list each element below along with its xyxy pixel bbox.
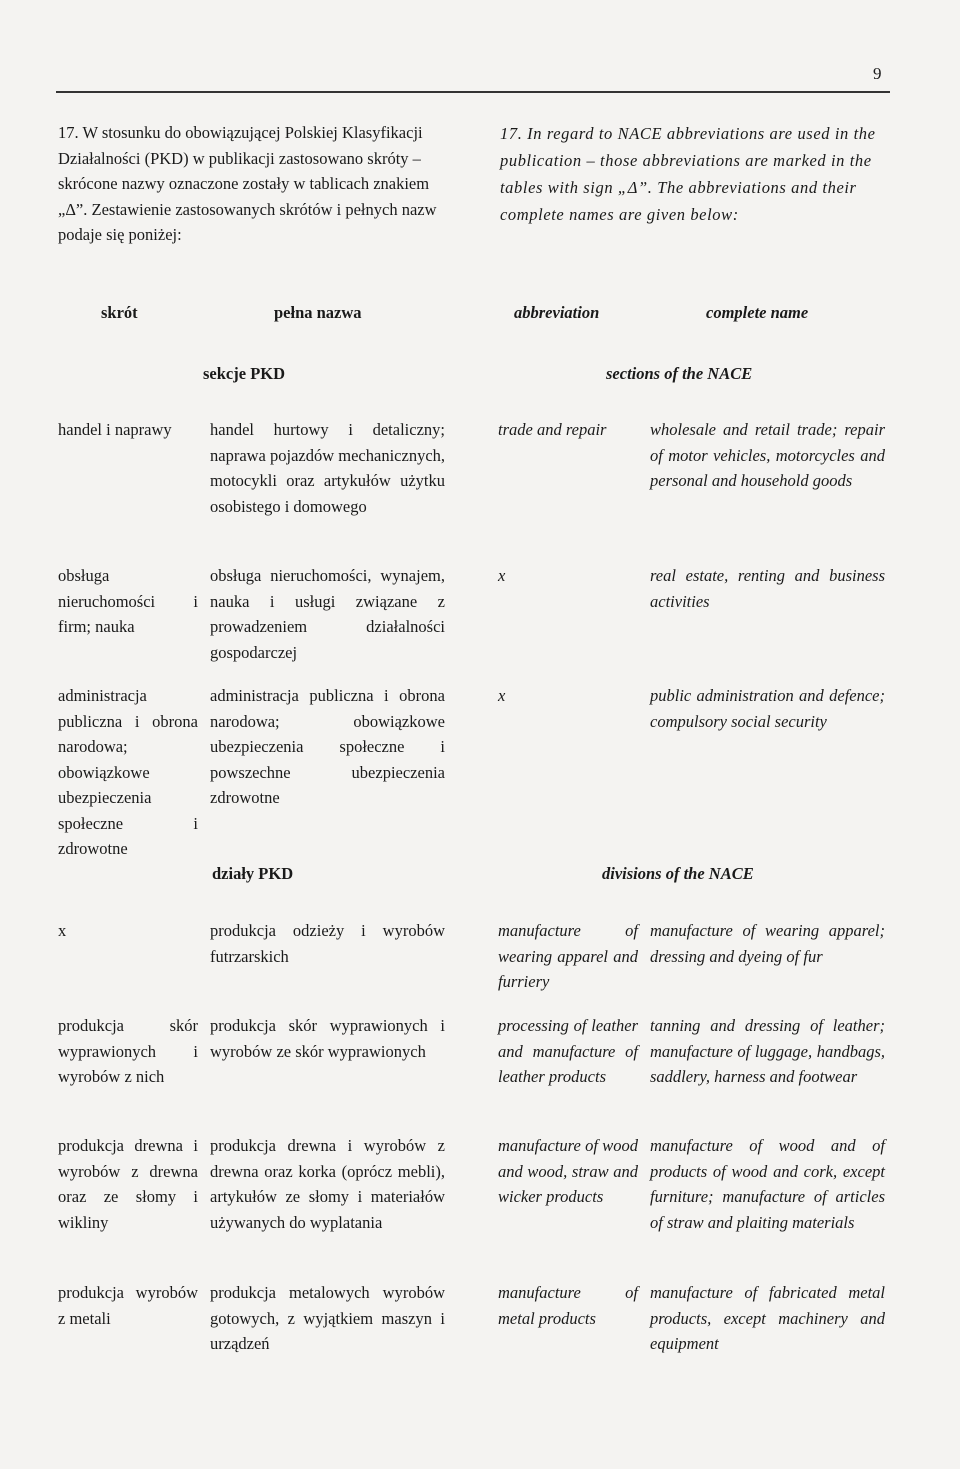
division-full-name-pl: produkcja skór wyprawionych i wyrobów ze skór wyprawionych	[210, 1016, 445, 1061]
intro-paragraph-pl: 17. W stosunku do obowiązującej Polskiej Klasyfikacji Działalności (PKD) w publikacji zastosowano skróty – skrócone nazwy oznaczone zostały w tablicach znakiem „Δ”. Zestawienie zastosowanych skrótów i pełnych nazw podaje się poniżej:	[58, 123, 437, 244]
division-full-name-en: manufacture of wearing apparel; dressing and dyeing of fur	[650, 921, 885, 966]
division-full-name-pl: produkcja odzieży i wyrobów futrzarskich	[210, 921, 445, 966]
section-full-name-en: wholesale and retail trade; repair of motor vehicles, motorcycles and personal and household goods	[650, 420, 885, 490]
divisions-header-en: divisions of the NACE	[602, 864, 754, 883]
intro-paragraph-en: 17. In regard to NACE abbreviations are used in the publication – those abbreviations are marked in the tables with sign „Δ”. The abbreviations and their complete names are given below:	[500, 124, 876, 224]
header-rule	[56, 91, 890, 93]
division-abbreviation-en: processing of leather and manufacture of leather products	[498, 1016, 638, 1086]
divisions-header-pl: działy PKD	[212, 864, 294, 883]
section-full-name-pl: administracja publiczna i obrona narodowa; obowiązkowe ubezpieczenia społeczne i powszechne ubezpieczenia zdrowotne	[210, 686, 445, 807]
section-full-name-pl: obsługa nieruchomości, wynajem, nauka i usługi związane z prowadzeniem działalności gospodarczej	[210, 566, 445, 662]
division-full-name-pl: produkcja drewna i wyrobów z drewna oraz korka (oprócz mebli), artykułów ze słomy i materiałów używanych do wyplatania	[210, 1136, 445, 1232]
division-abbreviation-en: manufacture of wearing apparel and furriery	[498, 921, 638, 991]
section-abbreviation-en: x	[498, 566, 506, 585]
division-abbreviation-pl: produkcja skór wyprawionych i wyrobów z nich	[58, 1016, 198, 1086]
section-abbreviation-pl: obsługa nieruchomości i firm; nauka	[58, 566, 198, 636]
division-full-name-pl: produkcja metalowych wyrobów gotowych, z wyjątkiem maszyn i urządzeń	[210, 1283, 445, 1353]
section-abbreviation-pl: handel i naprawy	[58, 420, 172, 439]
sections-header-pl: sekcje PKD	[203, 364, 286, 383]
column-header-abbreviation-pl: skrót	[101, 303, 138, 322]
section-abbreviation-en: x	[498, 686, 506, 705]
column-header-full-name-pl: pełna nazwa	[274, 303, 362, 322]
page-number: 9	[873, 64, 882, 83]
division-abbreviation-pl: produkcja drewna i wyrobów z drewna oraz ze słomy i wikliny	[58, 1136, 198, 1232]
division-abbreviation-en: manufacture of metal products	[498, 1283, 638, 1328]
section-full-name-en: real estate, renting and business activities	[650, 566, 885, 611]
section-abbreviation-en: trade and repair	[498, 420, 607, 439]
column-header-full-name-en: complete name	[706, 303, 809, 322]
sections-header-en: sections of the NACE	[606, 364, 753, 383]
division-abbreviation-pl: produkcja wyrobów z metali	[58, 1283, 198, 1328]
division-full-name-en: manufacture of wood and of products of wood and cork, except furniture; manufacture of articles of straw and plaiting materials	[650, 1136, 885, 1232]
division-full-name-en: tanning and dressing of leather; manufacture of luggage, handbags, saddlery, harness and footwear	[650, 1016, 885, 1086]
division-abbreviation-pl: x	[58, 921, 67, 940]
section-full-name-pl: handel hurtowy i detaliczny; naprawa pojazdów mechanicznych, motocykli oraz artykułów użytku osobistego i domowego	[210, 420, 446, 516]
section-full-name-en: public administration and defence; compulsory social security	[650, 686, 885, 731]
column-header-abbreviation-en: abbreviation	[514, 303, 600, 322]
division-abbreviation-en: manufacture of wood and wood, straw and wicker products	[498, 1136, 638, 1206]
section-abbreviation-pl: administracja publiczna i obrona narodowa; obowiązkowe ubezpieczenia społeczne i zdrowotne	[58, 686, 198, 858]
division-full-name-en: manufacture of fabricated metal products, except machinery and equipment	[650, 1283, 885, 1353]
